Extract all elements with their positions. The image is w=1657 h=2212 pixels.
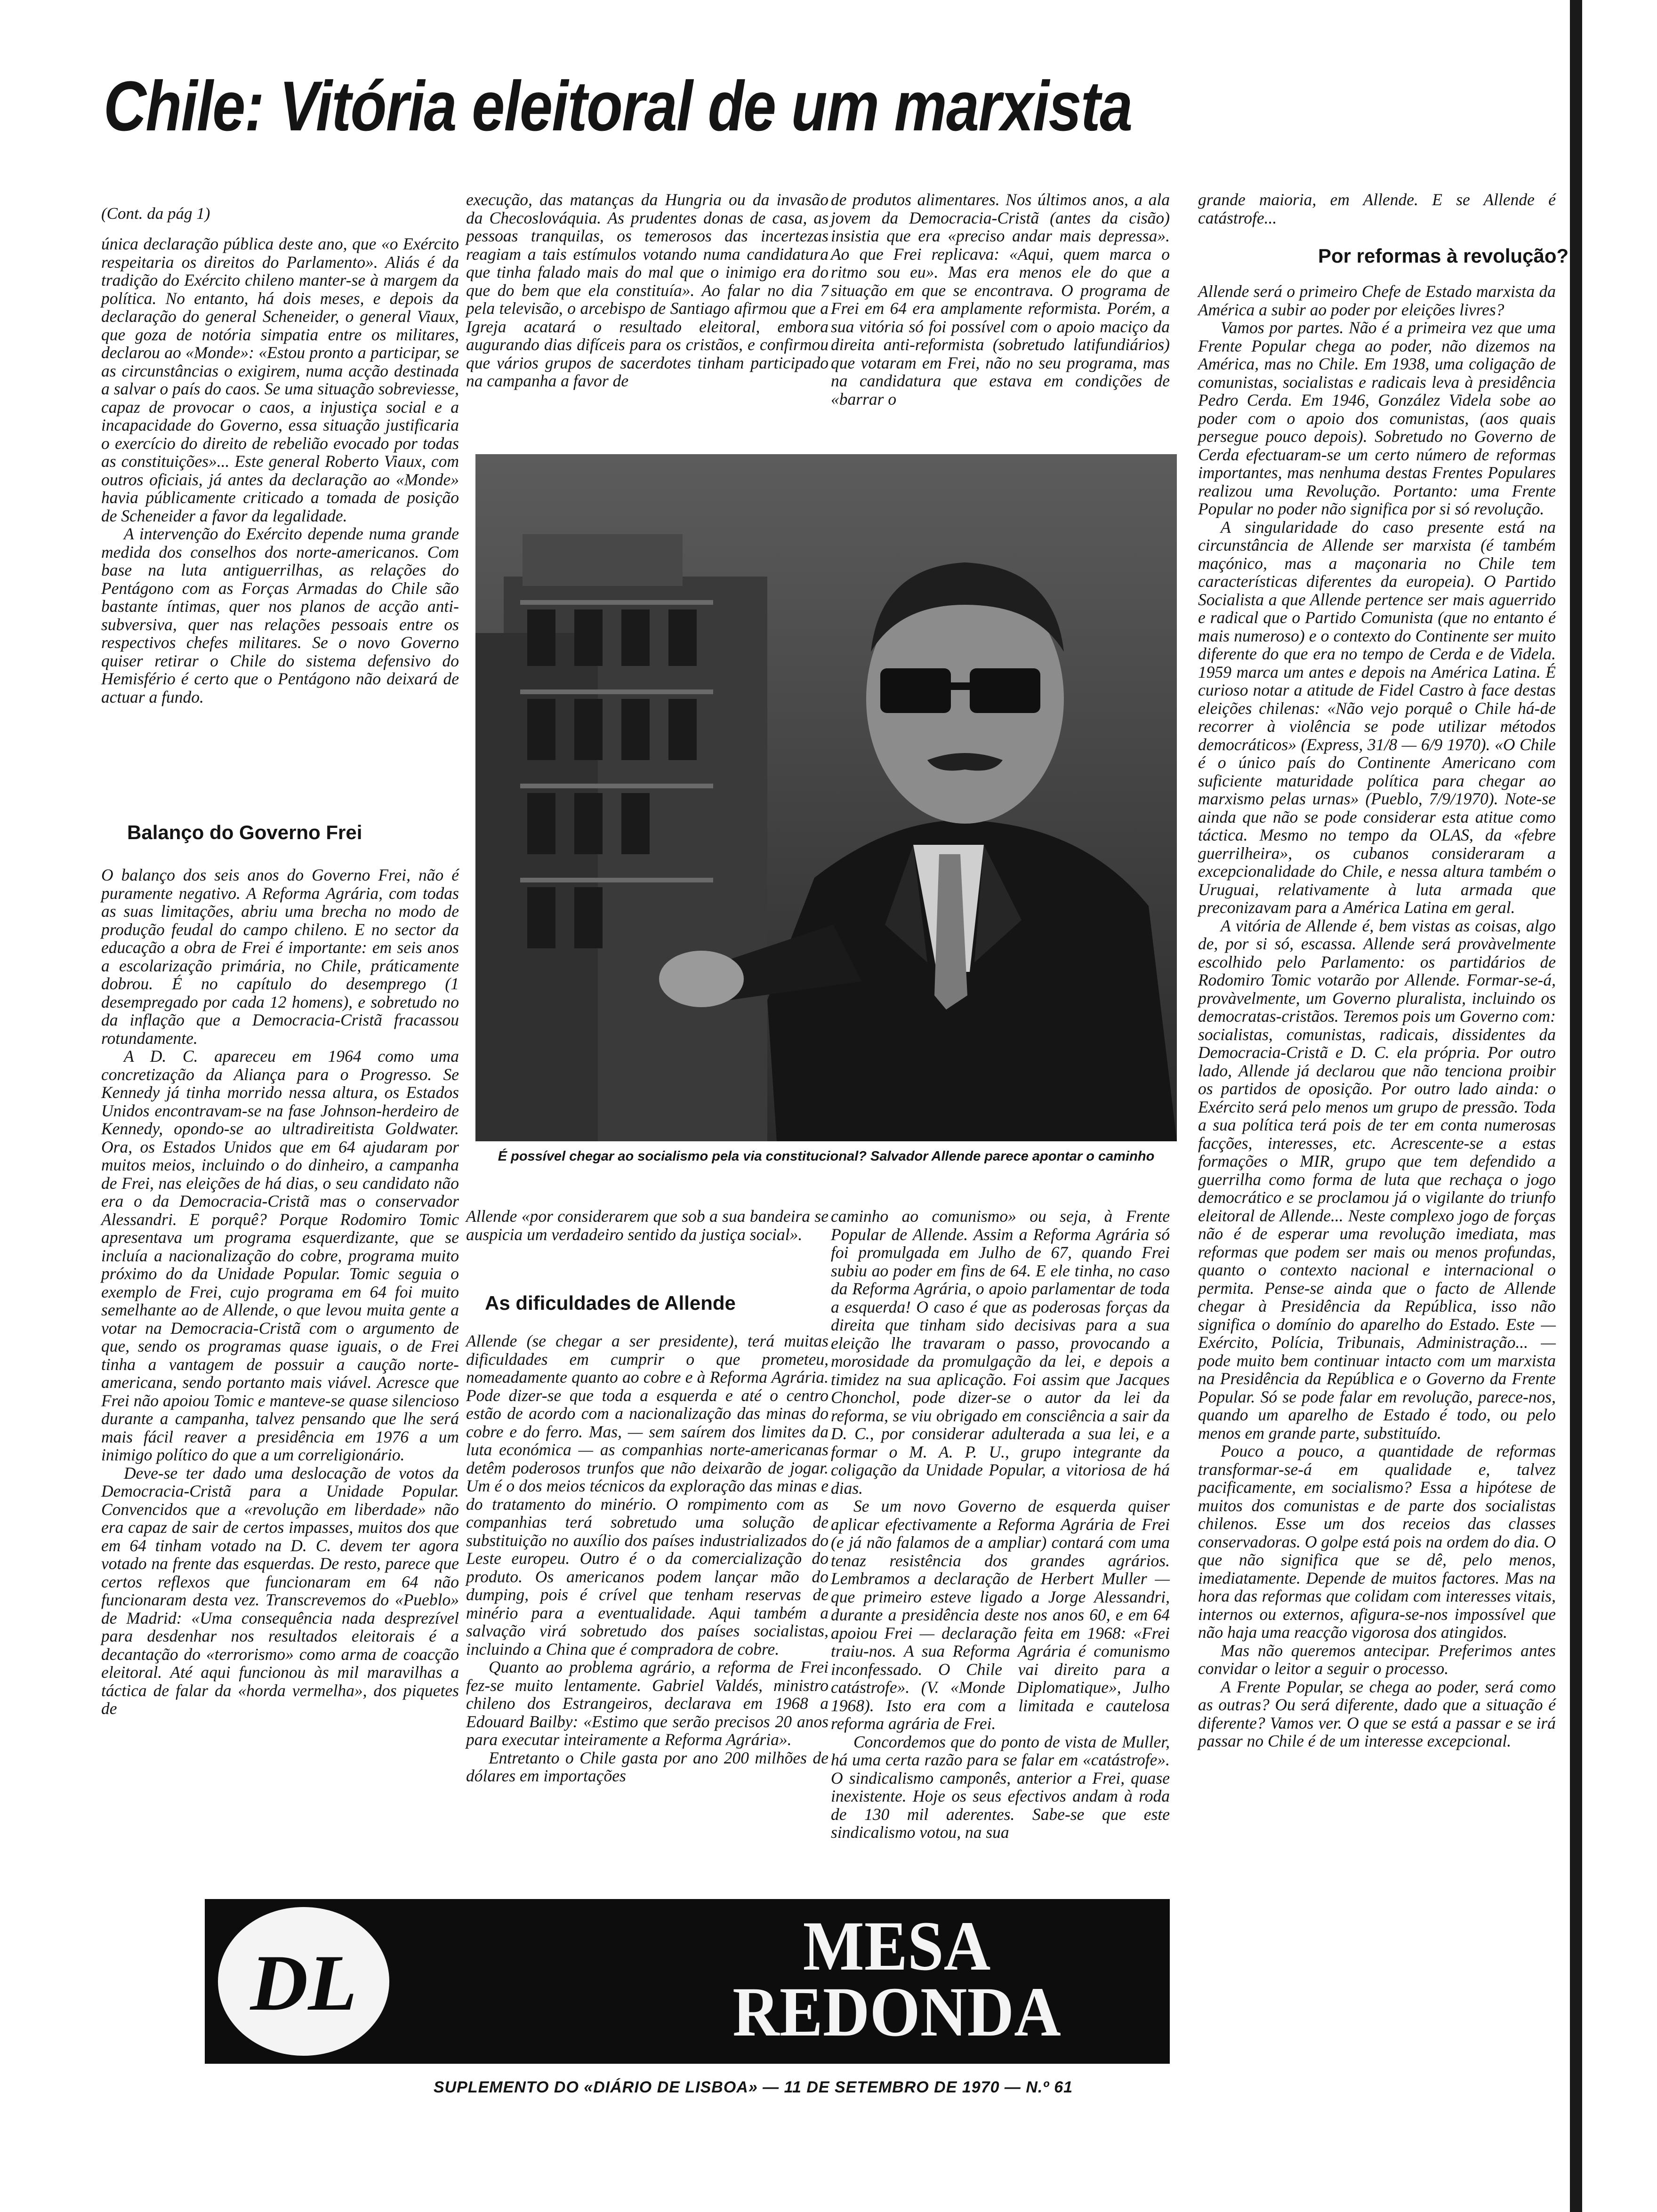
article-paragraph: Allende (se chegar a ser presidente), terá muitas dificuldades em cumprir o que prometeu, nomeadamente quanto ao cobre e à Reforma Agrária. Pode dizer-se que toda a esquerda e até o centro estão de acordo com a nacionalização das minas do cobre e do ferro. Mas, — sem saírem dos limites da luta económica — as companhias norte-americanas detêm poderosos trunfos que não deixarão de jogar. Um é o dos meios técnicos da exploração das minas e do tratamento do minério. O rompimento com as companhias terá sobretudo uma solução de substituição no auxílio dos países industrializados do Leste europeu. Outro é o da comercialização do produto. Os americanos podem lançar mão do dumping, pois é crível que tenham reservas de minério para a eventualidade. Aqui também a salvação virá sobretudo dos países socialistas, incluindo a China que é compradora de cobre.: [466, 1331, 828, 1659]
article-paragraph: A intervenção do Exército depende numa grande medida dos conselhos dos norte-americanos. Com base na luta antiguerrilhas, as relações do Pentágono com as Forças Armadas do Chile são bastante íntimas, quer nos planos de acção anti-subversiva, quer nas relações pessoais entre os respectivos chefes militares. Se o novo Governo quiser retirar o Chile do sistema defensivo do Hemisfério é certo que o Pentágono não deixará de actuar a fundo.: [101, 524, 459, 706]
mesa-redonda-banner: [205, 1899, 1170, 2064]
column-4-top: [1198, 191, 1556, 227]
portrait-illustration: [475, 454, 1177, 1141]
column-2-bottom: [466, 1332, 828, 1785]
subheading-reformas: Por reformas à revolução?: [1318, 245, 1569, 267]
column-1-bottom: [101, 866, 459, 1718]
article-paragraph: Entretanto o Chile gasta por ano 200 milhões de dólares em importações: [466, 1748, 828, 1785]
column-2-top: [466, 191, 828, 390]
dl-logo: [214, 1904, 393, 2059]
banner-line-1: MESA: [803, 1907, 991, 1985]
article-paragraph: Deve-se ter dado uma deslocação de votos da Democracia-Cristã para a Unidade Popular. Convencidos que a «revolução em liberdade» não era capaz de sair de certos impasses, muitos dos que em 64 tinham votado na D. C. devem ter agora votado na frente das esquerdas. De resto, parece que certos reflexos que funcionaram em 64 não funcionaram desta vez. Transcrevemos do «Pueblo» de Madrid: «Uma consequência nada desprezível para desdenhar nos resultados eleitorais é a decantação do «terrorismo» como arma de coacção eleitoral. Até aqui funcionou às mil maravilhas a táctica de falar da «horda vermelha», dos piquetes de: [101, 1463, 459, 1718]
article-paragraph: Allende «por considerarem que sob a sua bandeira se auspicia um verdadeiro sentido da justiça social».: [466, 1207, 828, 1244]
article-paragraph: A Frente Popular, se chega ao poder, será como as outras? Ou será diferente, dado que a situação é diferente? Vamos ver. O que se está a passar e se irá passar no Chile é de um interesse excepcional.: [1198, 1677, 1556, 1750]
article-paragraph: Allende será o primeiro Chefe de Estado marxista da América a subir ao poder por eleições livres?: [1198, 282, 1556, 319]
column-3-top: [831, 191, 1170, 408]
article-paragraph: única declaração pública deste ano, que «o Exército respeitaria os direitos do Parlamento». Aliás é da tradição do Exército chileno manter-se à margem da política. No entanto, há dois meses, e depois da declaração do general Scheneider, o general Viaux, que goza de notória simpatia entre os militares, declarou ao «Monde»: «Estou pronto a participar, se as circunstâncias o exigirem, numa acção destinada a salvar o país do caos. Se uma situação sobreviesse, capaz de provocar o caos, a injustiça social e a incapacidade do Governo, essa situação justificaria o exercício do direito de rebelião evocado por todas as constituições»... Este general Roberto Viaux, com outros oficiais, já antes da declaração ao «Monde» havia públicamente criticado a tomada de posição de Scheneider a favor da legalidade.: [101, 234, 459, 525]
article-paragraph: Se um novo Governo de esquerda quiser aplicar efectivamente a Reforma Agrária de Frei (e já não falamos de a ampliar) contará com uma tenaz resistência dos grandes agrários. Lembramos a declaração de Herbert Muller — que primeiro esteve ligado a Jorge Alessandri, durante a presidência deste nos anos 60, e em 64 apoiou Frei — declaração feita em 1968: «Frei traiu-nos. A sua Reforma Agrária é comunismo inconfessado. O Chile vai direito para a catástrofe». (V. «Monde Diplomatique», Julho 1968). Isto era com a limitada e cautelosa reforma agrária de Frei.: [831, 1497, 1170, 1733]
column-3-bottom: [831, 1207, 1170, 1842]
article-paragraph: de produtos alimentares. Nos últimos anos, a ala jovem da Democracia-Cristã (antes da cisão) insistia que era «preciso andar mais depressa». Ao que Frei replicava: «Aqui, quem marca o ritmo sou eu». Mas era menos ele do que a situação em que se encontrava. O programa de Frei em 64 era amplamente reformista. Porém, a sua vitória só foi possível com o apoio maciço da direita anti-reformista (sobretudo latifundiários) que votaram em Frei, não no seu programa, mas na candidatura que estava em condições de «barrar o: [831, 190, 1170, 409]
banner-line-2: REDONDA: [732, 1973, 1061, 2051]
article-body-1a: [101, 235, 459, 706]
article-paragraph: Vamos por partes. Não é a primeira vez que uma Frente Popular chega ao poder, não dizemos na América, mas no Chile. Em 1938, uma coligação de comunistas, socialistas e radicais leva à presidência Pedro Cerda. Em 1946, González Videla sobe ao poder com o apoio dos comunistas, (aos quais persegue pouco depois). Sobretudo no Governo de Cerda efectuaram-se um certo número de reformas importantes, mas nenhuma destas Frentes Populares realizou uma Revolução. Portanto: uma Frente Popular no poder não significa por si só revolução.: [1198, 318, 1556, 518]
article-paragraph: Concordemos que do ponto de vista de Muller, há uma certa razão para se falar em «catástrofe». O sindicalismo camponês, anterior a Frei, quase inexistente. Hoje os seus efectivos andam à roda de 130 mil aderentes. Sabe-se que este sindicalismo votou, na sua: [831, 1732, 1170, 1842]
column-4-bottom: [1198, 282, 1556, 1750]
banner-title: [667, 1907, 1126, 2051]
article-paragraph: A D. C. apareceu em 1964 como uma concretização da Aliança para o Progresso. Se Kennedy já tinha morrido nessa altura, os Estados Unidos encontravam-se na fase Johnson-herdeiro de Kennedy, opondo-se ao ultradireitista Goldwater. Ora, os Estados Unidos que em 64 ajudaram por muitos meios, incluindo o do dinheiro, a campanha de Frei, nas eleições de há dias, o seu candidato não era o da Democracia-Cristã mas o conservador Alessandri. E porquê? Porque Rodomiro Tomic apresentava um programa esquerdizante, que se incluía a nacionalização do cobre, programa muito próximo do da Unidade Popular. Tomic seguia o exemplo de Frei, cujo programa em 64 foi muito semelhante ao de Allende, o que levou muita gente a votar na Democracia-Cristã com o argumento de que, sendo os programas quase iguais, o de Frei tinha a vantagem de possuir a caução norte-americana, sendo portanto mais viável. Acresce que Frei não apoiou Tomic e manteve-se quase silencioso durante a campanha, talvez pensando que lhe será mais fácil reaver a presidência em 1976 a um inimigo político do que a um correligionário.: [101, 1047, 459, 1464]
article-paragraph: caminho ao comunismo» ou seja, à Frente Popular de Allende. Assim a Reforma Agrária só foi promulgada em Julho de 67, quando Frei subiu ao poder em fins de 64. E ele tinha, no caso da Reforma Agrária, o apoio parlamentar de toda a esquerda! O caso é que as poderosas forças da direita que tinham sido decisivas para a sua eleição lhe travaram o passo, provocando a morosidade da promulgação da lei, e depois a timidez na sua aplicação. Foi assim que Jacques Chonchol, pode dizer-se o autor da lei da reforma, se viu obrigado em consciência a sair da D. C., por considerar adulterada a sua lei, e a formar o M. A. P. U., grupo integrante da coligação da Unidade Popular, a vitoriosa de há dias.: [831, 1207, 1170, 1498]
article-paragraph: Mas não queremos antecipar. Preferimos antes convidar o leitor a seguir o processo.: [1198, 1641, 1556, 1678]
dl-logo-text: DL: [250, 1939, 357, 2027]
page-edge-bar: [1570, 0, 1582, 2212]
article-paragraph: A vitória de Allende é, bem vistas as coisas, algo de, por si só, escassa. Allende será provàvelmente escolhido pelo Parlamento: os partidários de Rodomiro Tomic votarão por Allende. Formar-se-á, provàvelmente, um Governo pluralista, incluindo os democratas-cristãos. Teremos pois um Governo com: socialistas, comunistas, radicais, dissidentes da Democracia-Cristã e D. C. ela própria. Por outro lado, Allende já declarou que não tenciona proibir os partidos de oposição. Por outro lado ainda: o Exército será pelo menos um grupo de pressão. Toda a sua política terá pois de ter em conta numerosas facções, interesses, etc. Acrescente-se a estas formações o MIR, grupo que tem defendido a guerrilha como forma de luta que rechaça o jogo democrático e se proclamou já o vigilante do triunfo eleitoral de Allende... Neste complexo jogo de forças não é de esperar uma revolução imediata, mas reformas que podem ser mais ou menos profundas, quanto o contexto nacional e internacional o permita. Pense-se ainda que o facto de Allende chegar à Presidência da República, isso não significa o domínio do aparelho do Estado. Este — Exército, Polícia, Tribunais, Administração... — pode muito bem continuar intacto com um marxista na Presidência da República e o Governo da Frente Popular. Só se pode falar em revolução, parece-nos, quando um aparelho de Estado é todo, ou pelo menos em grande parte, substituído.: [1198, 916, 1556, 1443]
column-1-top: [101, 205, 459, 706]
continued-credit: (Cont. da pág 1): [101, 204, 210, 223]
allende-photo: [475, 454, 1177, 1141]
article-paragraph: O balanço dos seis anos do Governo Frei, não é puramente negativo. A Reforma Agrária, com todas as suas limitações, abriu uma brecha no modo de produção feudal do campo chileno. E no sector da educação a obra de Frei é importante: em seis anos a escolarização primária, no Chile, práticamente dobrou. É no capítulo do desemprego (1 desempregado por cada 12 homens), e sobretudo no da inflação que a Democracia-Cristã fracassou rotundamente.: [101, 866, 459, 1048]
article-paragraph: grande maioria, em Allende. E se Allende é catástrofe...: [1198, 190, 1556, 227]
photo-caption: É possível chegar ao socialismo pela via constitucional? Salvador Allende parece apontar o caminho: [498, 1149, 1155, 1164]
page-title: Chile: Vitória eleitoral de um marxista: [104, 66, 1132, 145]
subheading-balanco: Balanço do Governo Frei: [127, 821, 362, 843]
article-paragraph: Pouco a pouco, a quantidade de reformas transformar-se-á em qualidade e, talvez pacificamente, em socialismo? Essa a hipótese de muitos dos comunistas e de parte dos socialistas chilenos. Esse um dos receios das classes conservadoras. O golpe está pois na ordem do dia. O que não significa que se dê, pelo menos, imediatamente. Depende de muitos factores. Mas na hora das reformas que colidam com interesses vitais, internos ou externos, afigura-se-nos impossível que não haja uma reacção vigorosa dos atingidos.: [1198, 1442, 1556, 1642]
subheading-dificuldades: As dificuldades de Allende: [485, 1292, 736, 1314]
article-paragraph: A singularidade do caso presente está na circunstância de Allende ser marxista (é também maçónico, mas a maçonaria no Chile tem características diferentes da europeia). O Partido Socialista a que Allende pertence ser mais aguerrido e radical que o Partido Comunista (que no entanto é mais numeroso) e o contexto do Continente ser muito diferente do que era no tempo de Cerda e de Videla. 1959 marca um antes e depois na América Latina. É curioso notar a atitude de Fidel Castro à face destas eleições chilenas: «Não vejo porquê o Chile há-de recorrer à violência se pode utilizar métodos democráticos» (Express, 31/8 — 6/9 1970). «O Chile é o único país do Continente Americano com suficiente maturidade política para chegar ao marxismo pelas urnas» (Pueblo, 7/9/1970). Note-se ainda que não se pode considerar esta atitue como táctica. Mesmo no tempo da OLAS, da «febre guerrilheira», os cubanos consideraram a excepcionalidade do Chile, e nessa altura também o Uruguai, relativamente à luta armada que preconizavam para a América Latina em geral.: [1198, 517, 1556, 917]
column-2-mid: [466, 1207, 828, 1243]
supplement-footer: SUPLEMENTO DO «DIÁRIO DE LISBOA» — 11 DE SETEMBRO DE 1970 — N.º 61: [433, 2078, 1073, 2096]
article-paragraph: execução, das matanças da Hungria ou da invasão da Checoslováquia. As prudentes donas de casa, as pessoas tranquilas, os temerosos das incertezas reagiam a tais estímulos votando numa candidatura que tinha falado mais do mal que o inimigo era do que do bem que ela constituía». Ao falar no dia 7 pela televisão, o arcebispo de Santiago afirmou que a Igreja acatará o resultado eleitoral, embora augurando dias difíceis para os cristãos, e confirmou que vários grupos de sacerdotes tinham participado na campanha a favor de: [466, 190, 828, 390]
article-paragraph: Quanto ao problema agrário, a reforma de Frei fez-se muito lentamente. Gabriel Valdés, ministro chileno dos Estrangeiros, declarava em 1968 a Edouard Bailby: «Estimo que serão precisos 20 anos para executar inteiramente a Reforma Agrária».: [466, 1658, 828, 1749]
